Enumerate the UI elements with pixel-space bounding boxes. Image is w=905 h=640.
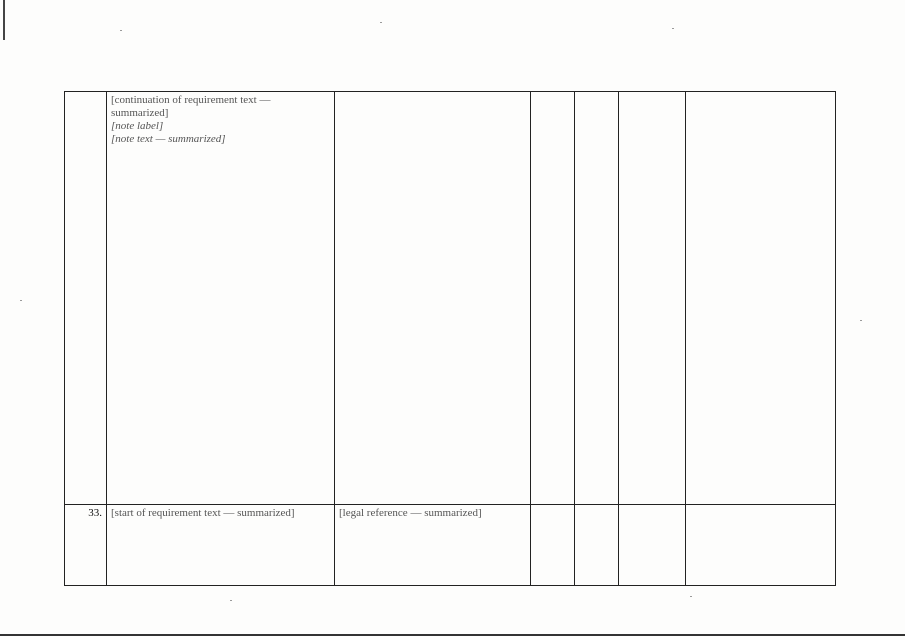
empty-cell	[619, 505, 686, 586]
requirement-cell	[107, 92, 335, 505]
reference-cell: [legal reference — summarized]	[335, 505, 531, 586]
empty-cell	[686, 505, 836, 586]
empty-cell	[531, 92, 575, 505]
requirement-cell	[107, 505, 335, 586]
checklist-table	[64, 91, 836, 586]
requirement-text: [continuation of requirement text — summarized]	[111, 94, 271, 119]
scan-edge-mark	[3, 0, 5, 40]
scan-speck	[672, 28, 674, 29]
table-row	[65, 505, 836, 586]
reference-cell	[335, 92, 531, 505]
empty-cell	[575, 505, 619, 586]
empty-cell	[531, 505, 575, 586]
scan-speck	[380, 22, 382, 23]
scan-speck	[690, 596, 692, 597]
empty-cell	[619, 92, 686, 505]
row-number	[65, 92, 107, 505]
scan-speck	[20, 300, 22, 301]
empty-cell	[686, 92, 836, 505]
note-label: [note label]	[111, 120, 164, 132]
note-text: [note text — summarized]	[111, 133, 226, 145]
scan-speck	[230, 600, 232, 601]
scan-speck	[120, 30, 122, 31]
scan-speck	[860, 320, 862, 321]
requirement-text: [start of requirement text — summarized]	[111, 507, 295, 519]
table-row	[65, 92, 836, 505]
scan-bottom-rule	[0, 634, 905, 636]
empty-cell	[575, 92, 619, 505]
row-number: 33.	[65, 505, 107, 586]
